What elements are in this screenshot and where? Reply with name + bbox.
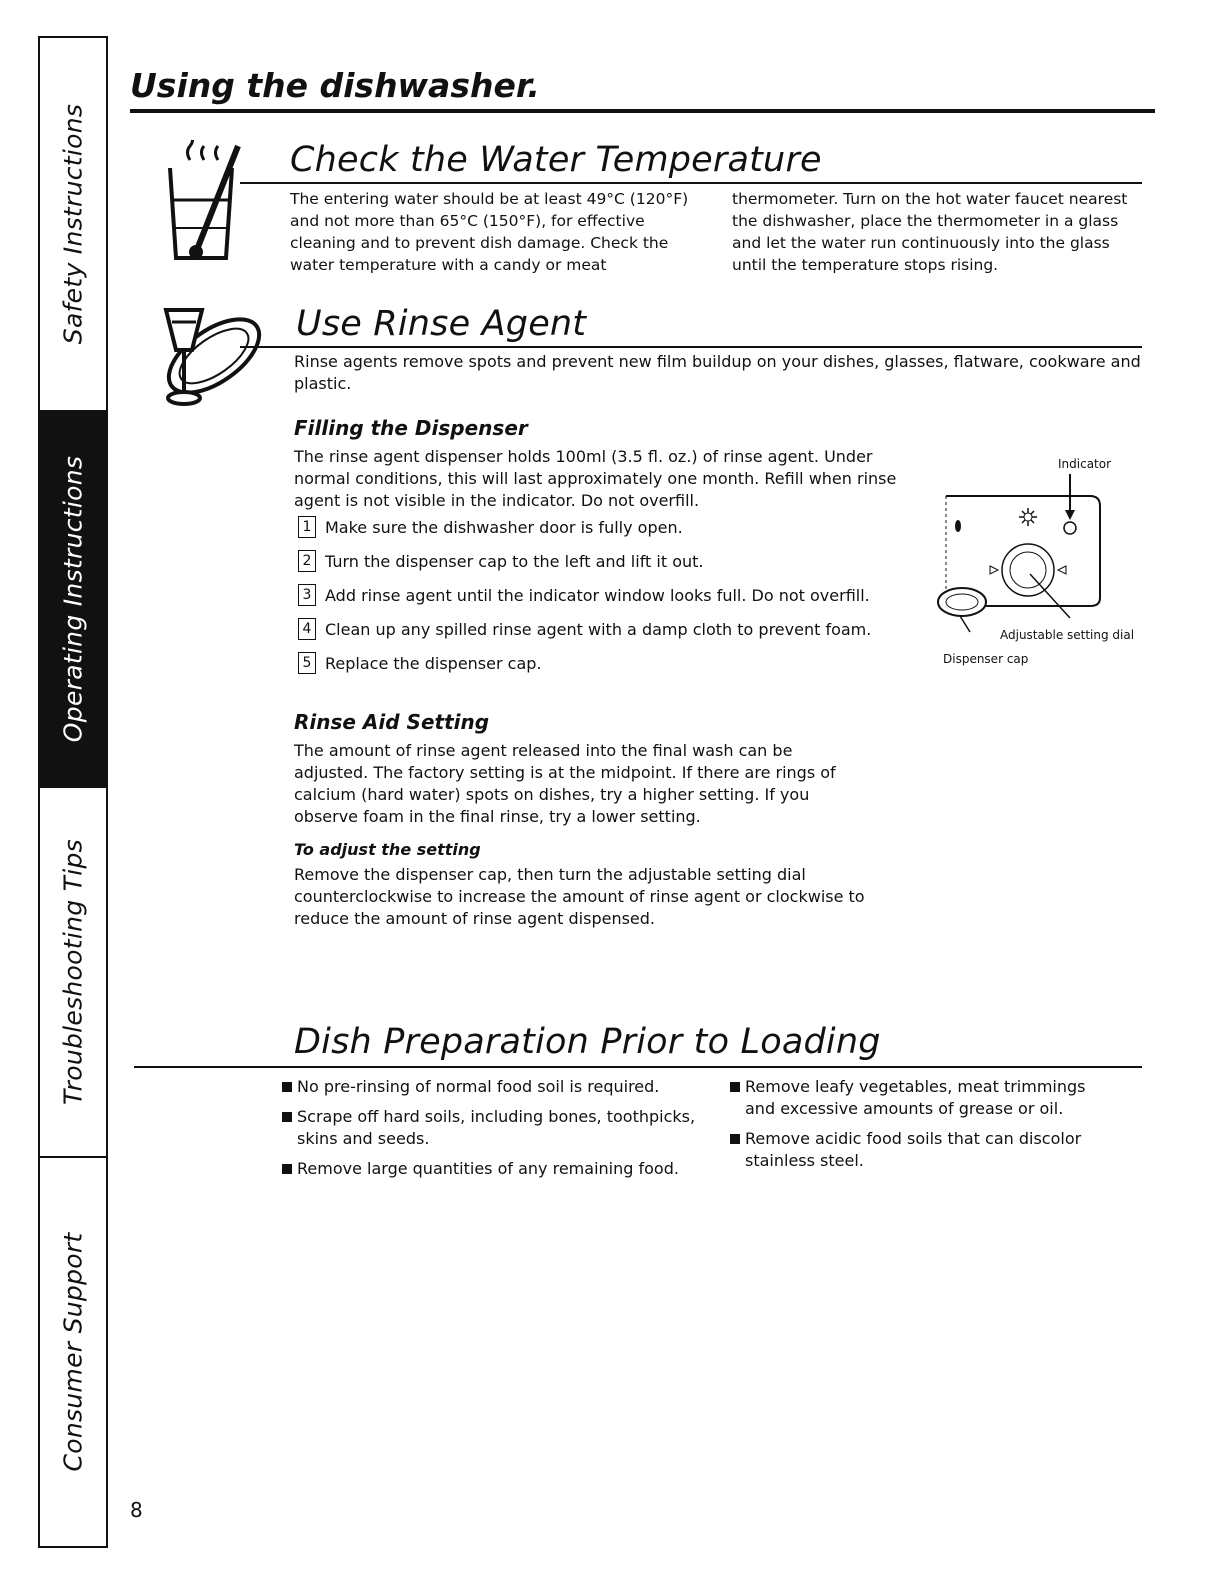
adjustable-dial-label: Adjustable setting dial <box>1000 628 1135 642</box>
bullet-icon <box>730 1082 740 1092</box>
page-title: Using the dishwasher. <box>130 66 540 105</box>
rinse-agent-rule <box>240 346 1142 348</box>
rinse-aid-setting-text: The amount of rinse agent released into the final wash can be adjusted. The factory setting is at the midpoint. If there are rings of calcium (hard water) spots on dishes, try a higher setting. If you observe foam in the final rinse, try a lower setting. <box>294 741 836 826</box>
tab-operating-instructions[interactable]: Operating Instructions <box>40 412 106 788</box>
rinse-aid-setting-heading: Rinse Aid Setting <box>294 710 490 734</box>
dish-prep-rule <box>134 1066 1142 1068</box>
dish-prep-right-list <box>730 1076 1120 1180</box>
list-item: Remove leafy vegetables, meat trimmings and excessive amounts of grease or oil. <box>730 1076 1120 1120</box>
filling-dispenser-heading: Filling the Dispenser <box>294 416 528 440</box>
rinse-agent-title: Use Rinse Agent <box>296 304 587 344</box>
list-item: 1 Make sure the dishwasher door is fully open. <box>298 516 938 538</box>
title-rule <box>130 109 1155 113</box>
adjust-setting-text: Remove the dispenser cap, then turn the adjustable setting dial counterclockwise to increase the amount of rinse agent or clockwise to reduce the amount of rinse agent dispensed. <box>294 865 865 928</box>
dish-prep-left-list <box>282 1076 702 1188</box>
water-temp-title: Check the Water Temperature <box>290 140 822 180</box>
dispenser-diagram <box>930 470 1110 640</box>
water-temp-col1: The entering water should be at least 49°C (120°F) and not more than 65°C (150°F), for effective cleaning and to prevent dish damage. Check the water temperature with a candy or meat <box>290 190 689 274</box>
list-item: 5 Replace the dispenser cap. <box>298 652 938 674</box>
tab-consumer-support[interactable]: Consumer Support <box>58 1232 88 1472</box>
list-item: Remove large quantities of any remaining food. <box>282 1158 702 1180</box>
side-tab-column <box>38 36 108 1548</box>
bullet-icon <box>282 1112 292 1122</box>
adjust-setting-heading: To adjust the setting <box>294 840 481 859</box>
tab-safety-instructions[interactable]: Safety Instructions <box>40 38 106 412</box>
tab-troubleshooting-tips[interactable]: Troubleshooting Tips <box>40 788 106 1158</box>
bullet-icon <box>282 1082 292 1092</box>
list-item: Remove acidic food soils that can discolor stainless steel. <box>730 1128 1120 1172</box>
list-item: 3 Add rinse agent until the indicator window looks full. Do not overfill. <box>298 584 938 606</box>
water-temp-col2: thermometer. Turn on the hot water faucet nearest the dishwasher, place the thermometer in a glass and let the water run continuously into the glass until the temperature stops rising. <box>732 190 1128 274</box>
list-item: No pre-rinsing of normal food soil is required. <box>282 1076 702 1098</box>
thermometer-glass-icon <box>160 140 248 268</box>
bullet-icon <box>282 1164 292 1174</box>
water-temp-rule <box>240 182 1142 184</box>
dish-prep-title: Dish Preparation Prior to Loading <box>294 1022 881 1062</box>
glass-and-plate-icon <box>152 300 270 412</box>
list-item: Scrape off hard soils, including bones, toothpicks, skins and seeds. <box>282 1106 702 1150</box>
fill-steps-list <box>298 516 938 686</box>
indicator-label: Indicator <box>1058 457 1112 471</box>
rinse-agent-intro: Rinse agents remove spots and prevent new film buildup on your dishes, glasses, flatware, cookware and plastic. <box>294 352 1141 393</box>
filling-dispenser-text: The rinse agent dispenser holds 100ml (3.5 fl. oz.) of rinse agent. Under normal conditions, this will last approximately one month. Refill when rinse agent is not visible in the indicator. Do not overfill. <box>294 447 897 510</box>
dispenser-cap-label: Dispenser cap <box>943 652 1029 666</box>
list-item: 2 Turn the dispenser cap to the left and lift it out. <box>298 550 938 572</box>
bullet-icon <box>730 1134 740 1144</box>
list-item: 4 Clean up any spilled rinse agent with a damp cloth to prevent foam. <box>298 618 938 640</box>
page-number: 8 <box>130 1498 143 1522</box>
